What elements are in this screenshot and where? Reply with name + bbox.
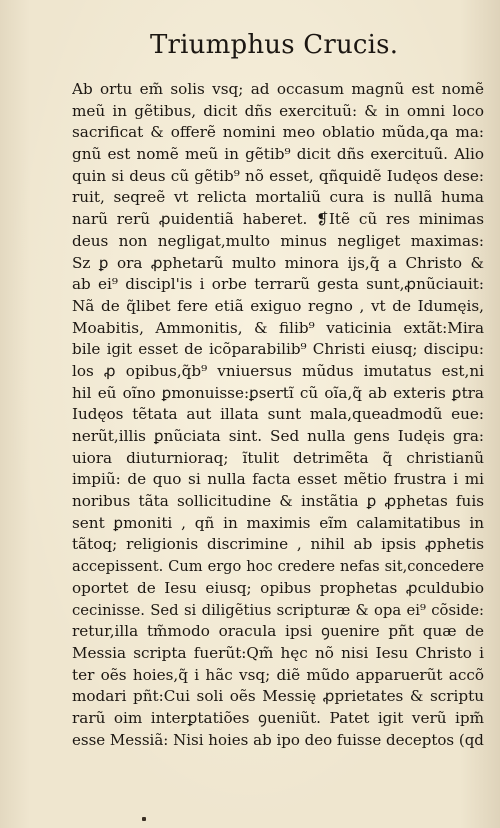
text-line: quin si deus cũ gẽtib⁹ nõ esset, qñquidẽ Iudęos dese: [72, 166, 484, 185]
body-text-block [72, 79, 484, 751]
text-line: rarũ oim interꝑtatiões ꝯueniũt. Patet igit verũ ipm̃ [72, 708, 484, 727]
text-line: ruit, seqreẽ vt relicta mortaliũ cura is nullã huma [72, 188, 484, 207]
text-line: accepissent. Cum ergo hoc credere nefas sit,concedere [72, 558, 484, 576]
text-line: uiora diuturnioraq; ĩtulit detrimẽta q̃ christianũ [72, 448, 484, 467]
text-line: modari pñt:Cui soli oẽs Messię ꝓprietates & scriptu [72, 687, 484, 706]
text-line: gnũ est nomẽ meũ in gẽtib⁹ dicit dñs exercituũ. Alio [72, 145, 484, 164]
text-line: ter oẽs hoies,q̃ i hãc vsq; diẽ mũdo apparuerũt accõ [72, 665, 484, 684]
text-line: Moabitis, Ammonitis, & filib⁹ vaticinia extãt:Mira [72, 318, 484, 337]
text-line: bile igit esset de icõparabilib⁹ Christi eiusq; discipu: [72, 340, 484, 359]
text-line: impiũ: de quo si nulla facta esset mẽtio frustra i mi [72, 470, 484, 489]
text-line: narũ rerũ ꝓuidentiã haberet. ❡Itẽ cũ res minimas [72, 210, 484, 229]
text-line: deus non negligat,multo minus negliget maximas: [72, 231, 484, 250]
text-line: meũ in gẽtibus, dicit dñs exercituũ: & in omni loco [72, 101, 484, 120]
page-title: Triumphus Crucis. [150, 30, 399, 60]
text-line: nerũt,illis ꝑnũciata sint. Sed nulla gens Iudęis gra: [72, 427, 484, 445]
text-line: noribus tãta sollicitudine & instãtia ꝑ ꝓphetas fuis [72, 492, 484, 511]
text-line: Sz ꝑ ora ꝓphetarũ multo minora ijs,q̃ a Christo & [72, 253, 484, 272]
text-line: los ꝓ opibus,q̃b⁹ vniuersus mũdus imutatus est,ni [72, 361, 484, 380]
text-line: hil eũ oĩno ꝑmonuisse:ꝑsertĩ cũ oĩa,q̃ ab exteris ꝑtra [72, 383, 484, 402]
text-line: esse Messiã: Nisi hoies ab ipo deo fuisse deceptos (qd [72, 730, 484, 749]
text-line: Iudęos tẽtata aut illata sunt mala,queadmodũ eue: [72, 405, 484, 424]
text-line: tãtoq; religionis discrimine , nihil ab ipsis ꝓphetis [72, 535, 484, 554]
text-line: sacrificat & offerẽ nomini meo oblatio mũda,qa ma: [72, 123, 484, 142]
ink-mark [142, 817, 146, 821]
text-line: Messia scripta fuerũt:Qm̃ hęc nõ nisi Iesu Christo i [72, 643, 484, 662]
text-line: sent ꝑmoniti , qñ in maximis eĩm calamitatibus in [72, 513, 484, 532]
text-line: Nã de q̃libet fere etiã exiguo regno , vt de Idumęis, [72, 296, 484, 315]
text-line: Ab ortu em̃ solis vsq; ad occasum magnũ est nomẽ [72, 80, 484, 98]
text-line: oportet de Iesu eiusq; opibus prophetas ꝓculdubio [72, 578, 484, 597]
text-line: retur,illa tm̃modo oracula ipsi ꝯuenire pñt quæ de [72, 622, 484, 641]
text-line: cecinisse. Sed si diligẽtius scripturæ & opa ei⁹ cõside: [72, 601, 484, 619]
text-line: ab ei⁹ discipl'is i orbe terrarũ gesta sunt,ꝓnũciauit: [72, 275, 484, 294]
